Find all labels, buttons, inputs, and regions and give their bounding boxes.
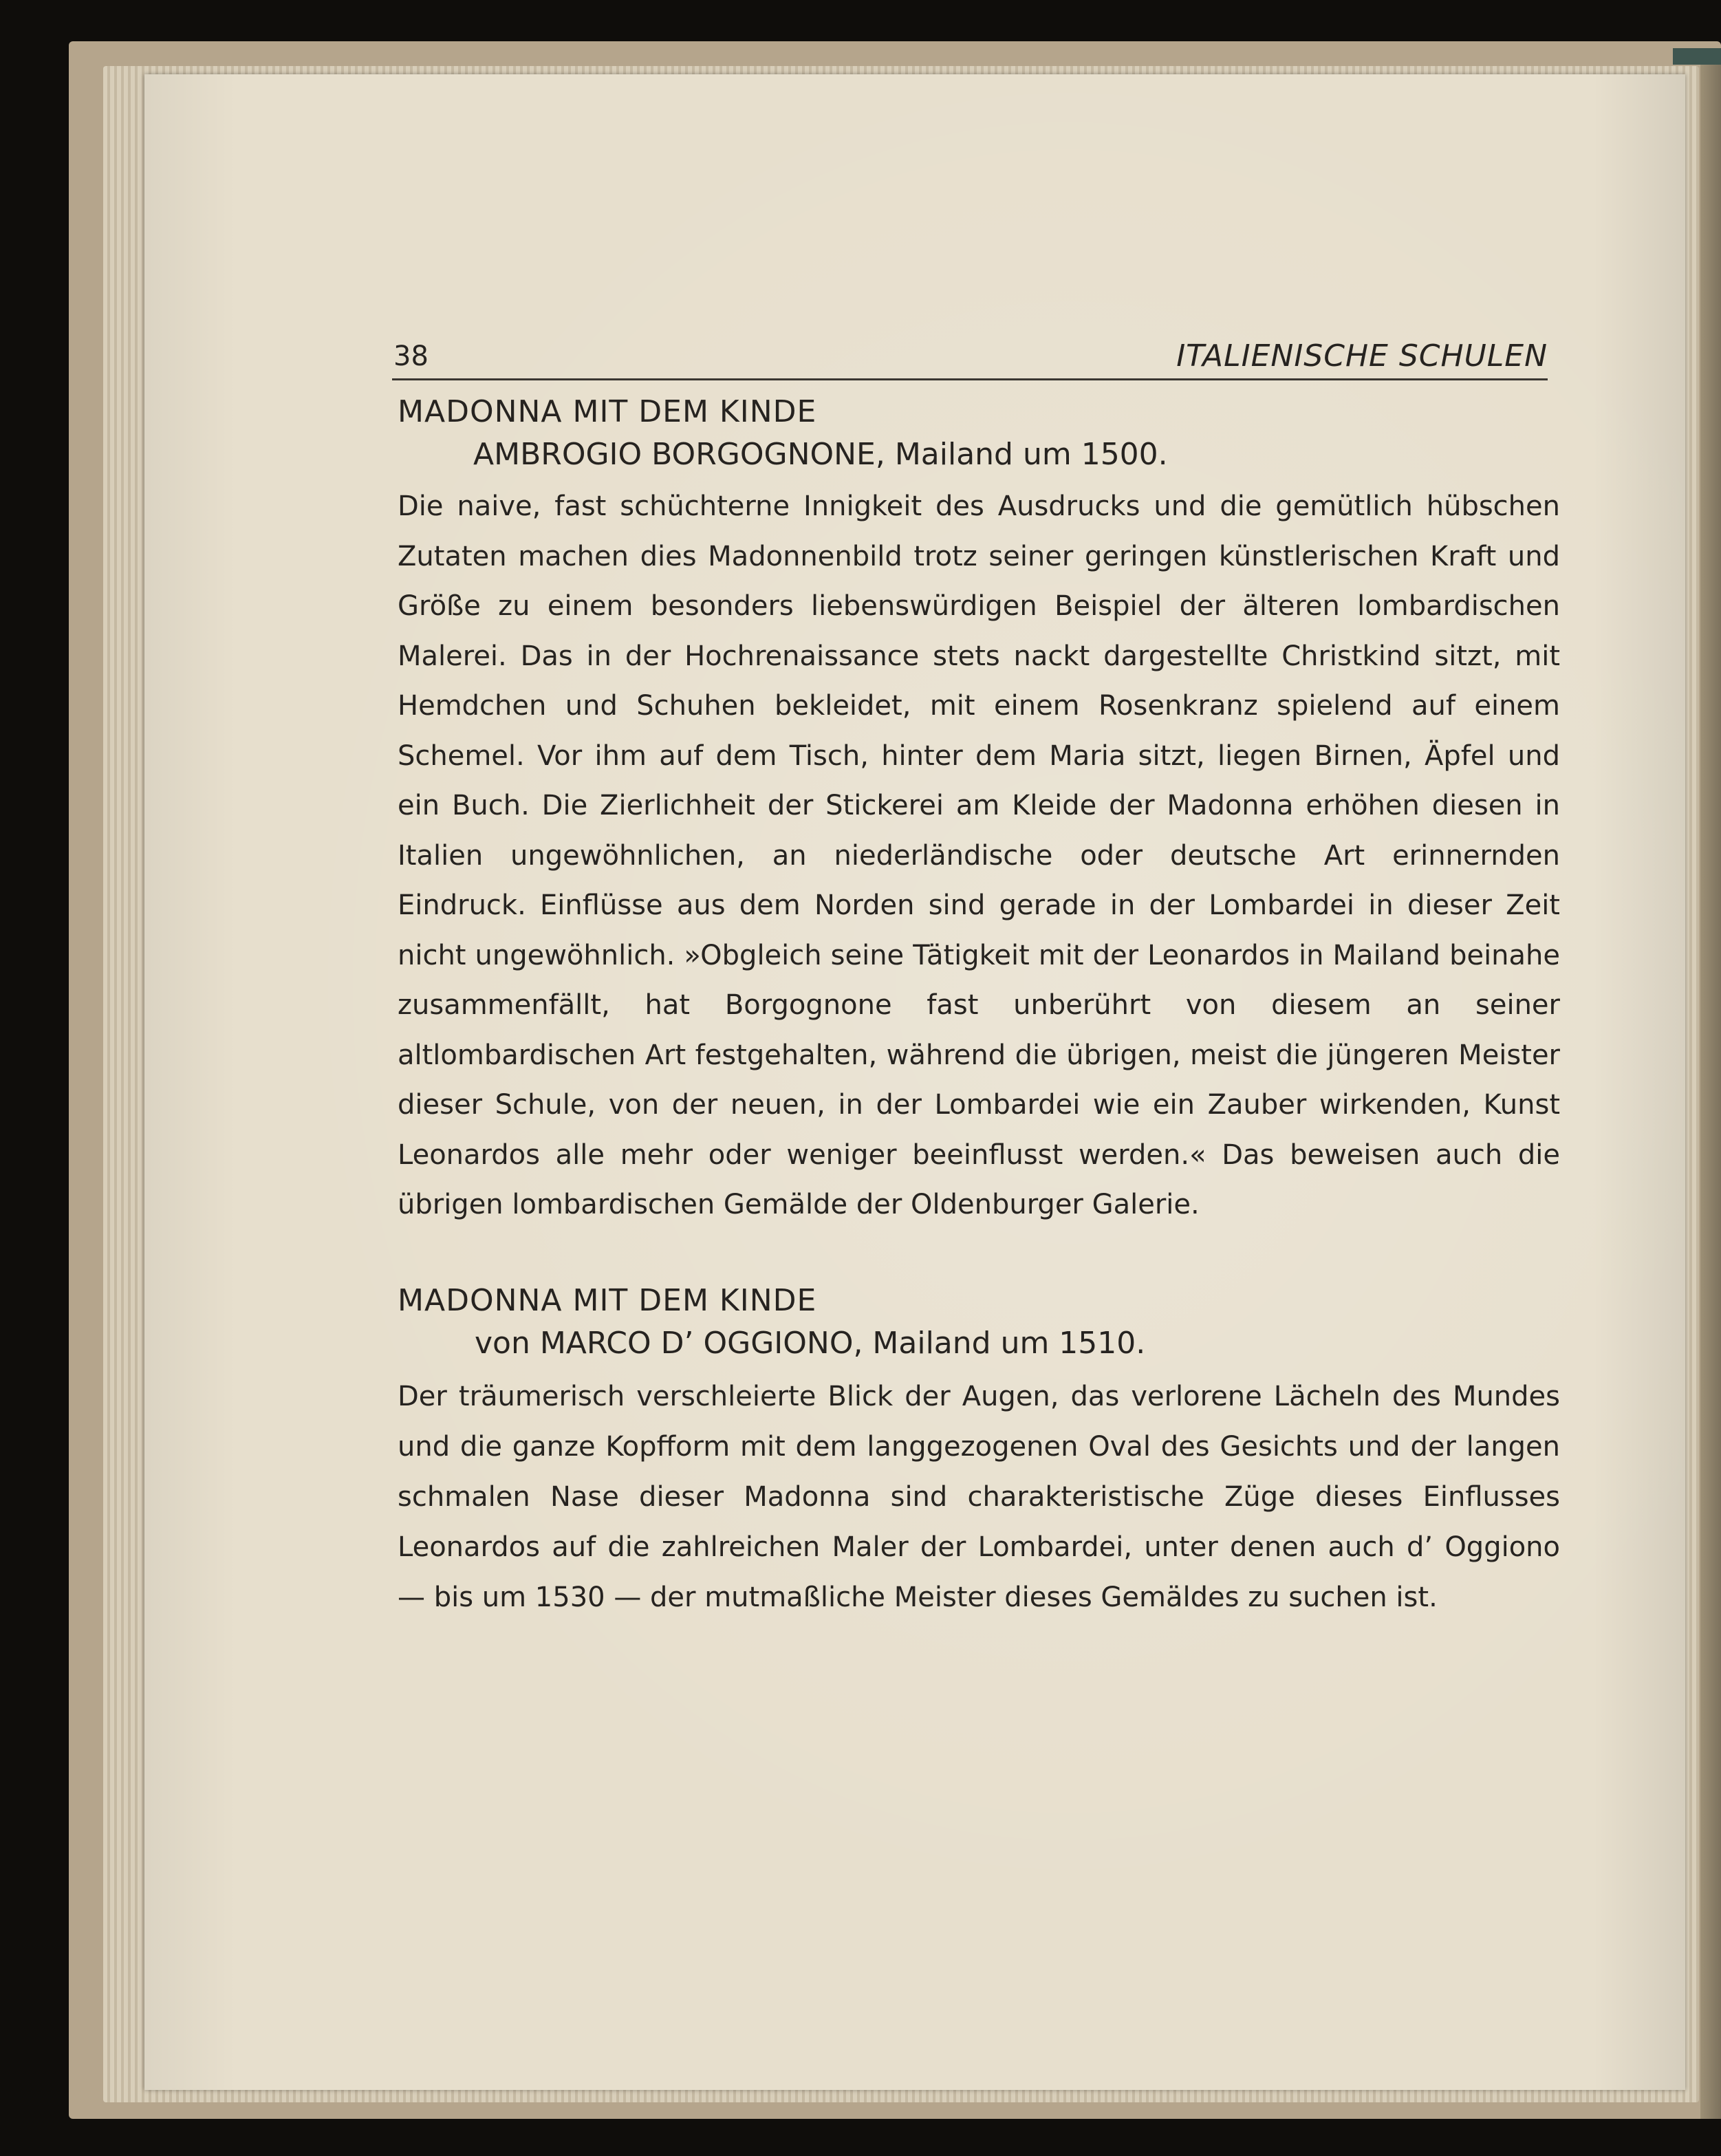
entry-title: MADONNA MIT DEM KINDE [398, 394, 817, 429]
entry-description: Der träumerisch verschleierte Blick der Augen, das verlorene Lächeln des Mundes und die ganze Kopfform mit dem langgezogenen Oval des Gesichts und der langen schmalen Nase dieser Madonna sind charakteristische Züge dieses Einflusses Leonardos auf die zahlreichen Maler der Lombardei, unter denen auch d’ Oggiono — bis um 1530 — der mutmaßliche Meister dieses Gemäldes zu suchen ist. [398, 1381, 1560, 1613]
entry-artist: AMBROGIO BORGOGNONE, Mailand um 1500. [473, 437, 1168, 472]
running-title: ITALIENISCHE SCHULEN [1176, 338, 1548, 374]
running-header [392, 336, 1548, 380]
entry-artist: von MARCO D’ OGGIONO, Mailand um 1510. [475, 1326, 1146, 1361]
page-number: 38 [393, 341, 429, 372]
entry-borgognone [398, 392, 1560, 1230]
entry-oggiono [398, 1281, 1560, 1623]
entry-title: MADONNA MIT DEM KINDE [398, 1283, 817, 1318]
entry-description: Die naive, fast schüchterne Innigkeit des Ausdrucks und die gemütlich hübschen Zutaten machen dies Madonnenbild trotz seiner geringen künstlerischen Kraft und Größe zu einem besonders liebenswürdigen Beispiel der älteren lombardischen Malerei. Das in der Hochrenaissance stets nackt dargestellte Christkind sitzt, mit Hemdchen und Schuhen bekleidet, mit einem Rosenkranz spielend auf einem Schemel. Vor ihm auf dem Tisch, hinter dem Maria sitzt, liegen Birnen, Äpfel und ein Buch. Die Zierlichheit der Stickerei am Kleide der Madonna erhöhen diesen in Italien ungewöhnlichen, an niederländische oder deutsche Art erinnernden Eindruck. Einflüsse aus dem Norden sind gerade in der Lombardei in dieser Zeit nicht ungewöhnlich. »Obgleich seine Tätigkeit mit der Leonardos in Mailand beinahe zusammenfällt, hat Borgognone fast unberührt von diesem an seiner altlombardischen Art festgehalten, während die übrigen, meist die jüngeren Meister dieser Schule, von der neuen, in der Lombardei wie ein Zauber wirkenden, Kunst Leonardos alle mehr oder weniger beeinflusst werden.« Das beweisen auch die übrigen lombardischen Gemälde der Oldenburger Galerie. [398, 491, 1560, 1220]
